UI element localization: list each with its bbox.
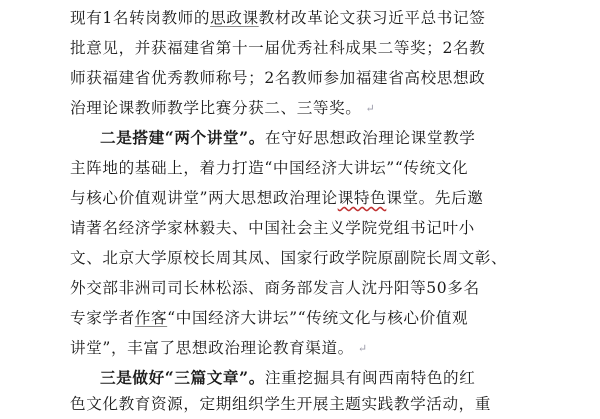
p2-line-3 xyxy=(70,183,483,213)
p1-line-4 xyxy=(70,93,375,123)
p2-line-3-post: 课堂。先后邀 xyxy=(386,189,484,207)
p2-line-8 xyxy=(70,333,368,363)
p2-spellcheck-term: 课特色 xyxy=(337,189,387,207)
p2-line-7 xyxy=(70,303,468,333)
paragraph-mark-icon: ↵ xyxy=(357,342,368,355)
p2-line-1 xyxy=(100,123,475,153)
p2-line-6: 外交部非洲司司长林松添、商务部发言人沈丹阳等50多名 xyxy=(70,279,480,297)
p2-line-3-pre: 与核心价值观讲堂”两大思想政治理论 xyxy=(70,189,338,207)
p1-line-1-pre: 现有1名转岗教师的 xyxy=(70,9,211,27)
p2-line-2: 主阵地的基础上，着力打造“中国经济大讲坛”“传统文化 xyxy=(70,159,469,177)
p1-line-1 xyxy=(70,3,485,33)
p2-line-7-pre: 专家学者 xyxy=(70,309,135,327)
p2-heading: 二是搭建“两个讲堂”。 xyxy=(100,128,265,147)
p3-line-1-rest: 注重挖掘具有闽西南特色的红 xyxy=(264,369,476,387)
p1-line-4-text: 治理论课教师教学比赛分获二、三等奖。 xyxy=(70,99,362,117)
p2-line-1-rest: 在守好思想政治理论课堂教学 xyxy=(264,129,476,147)
p2-line-8-text: 讲堂”，丰富了思想政治理论教育渠道。 xyxy=(70,339,354,357)
p1-underlined-term: 思政课 xyxy=(210,9,259,27)
p2-line-4: 请著名经济学家林毅夫、中国社会主义学院党组书记叶小 xyxy=(70,219,475,237)
p2-underlined-term: 作客 xyxy=(134,309,168,327)
paragraph-mark-icon: ↵ xyxy=(365,102,376,115)
p1-line-1-post: 教材改革论文获习近平总书记签 xyxy=(258,9,486,27)
p2-line-5: 文、北京大学原校长周其凤、国家行政学院原副院长周文彰、 xyxy=(70,249,508,267)
p1-line-3: 师获福建省优秀教师称号；2名教师参加福建省高校思想政 xyxy=(70,69,486,87)
p1-line-2: 批意见，并获福建省第十一届优秀社科成果二等奖；2名教 xyxy=(70,39,486,57)
p3-line-2: 色文化教育资源，定期组织学生开展主题实践教学活动，重 xyxy=(70,395,492,413)
p2-line-7-post: “中国经济大讲坛”“传统文化与核心价值观 xyxy=(167,309,469,327)
p3-heading: 三是做好“三篇文章”。 xyxy=(100,368,265,387)
